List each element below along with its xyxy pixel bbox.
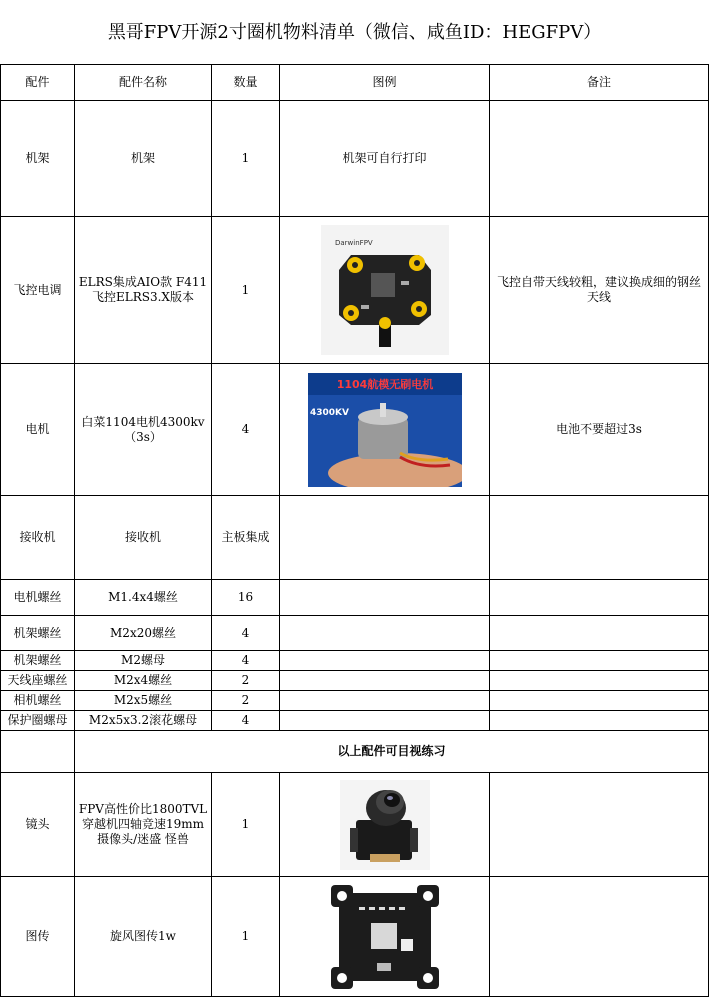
cell-name: ELRS集成AIO款 F411飞控ELRS3.X版本 <box>75 217 212 364</box>
practice-note: 以上配件可目视练习 <box>75 731 709 773</box>
table-row <box>1 691 709 711</box>
header-legend: 图例 <box>280 65 490 101</box>
cell-qty: 4 <box>212 616 280 651</box>
header-remark: 备注 <box>490 65 709 101</box>
header-name: 配件名称 <box>75 65 212 101</box>
cell-qty: 2 <box>212 671 280 691</box>
cell-legend <box>280 711 490 731</box>
table-row <box>1 217 709 364</box>
cell-legend <box>280 877 490 997</box>
cell-legend <box>280 651 490 671</box>
cell-part: 机架螺丝 <box>1 616 75 651</box>
cell-qty: 1 <box>212 877 280 997</box>
practice-note-row <box>1 731 709 773</box>
cell-legend <box>280 691 490 711</box>
camera-image <box>340 780 430 870</box>
motor-banner-label: 1104航模无刷电机 <box>336 377 433 391</box>
cell-legend <box>280 496 490 580</box>
cell-remark: 电池不要超过3s <box>490 364 709 496</box>
table-row <box>1 671 709 691</box>
cell-legend <box>280 773 490 877</box>
table-row <box>1 773 709 877</box>
cell-legend <box>280 364 490 496</box>
table-row <box>1 101 709 217</box>
table-row <box>1 877 709 997</box>
cell-qty: 4 <box>212 364 280 496</box>
cell-part: 飞控电调 <box>1 217 75 364</box>
cell-part: 图传 <box>1 877 75 997</box>
fc-brand-label: DarwinFPV <box>334 239 373 247</box>
cell-part: 电机 <box>1 364 75 496</box>
table-row <box>1 651 709 671</box>
header-row <box>1 65 709 101</box>
cell-name: M1.4x4螺丝 <box>75 580 212 616</box>
cell-qty: 1 <box>212 217 280 364</box>
cell-remark <box>490 671 709 691</box>
cell-qty: 16 <box>212 580 280 616</box>
cell-qty: 4 <box>212 711 280 731</box>
vtx-image <box>329 883 441 991</box>
cell-legend: 机架可自行打印 <box>280 101 490 217</box>
motor-image <box>308 373 462 487</box>
cell-name: M2x5x3.2滚花螺母 <box>75 711 212 731</box>
cell-legend <box>280 217 490 364</box>
cell-remark <box>490 496 709 580</box>
cell-remark <box>490 616 709 651</box>
cell-remark <box>490 101 709 217</box>
cell-part: 电机螺丝 <box>1 580 75 616</box>
cell-legend <box>280 671 490 691</box>
cell-name: M2x4螺丝 <box>75 671 212 691</box>
flight-controller-image <box>321 225 449 355</box>
cell-remark <box>490 651 709 671</box>
cell-part: 天线座螺丝 <box>1 671 75 691</box>
cell-name: FPV高性价比1800TVL穿越机四轴竞速19mm摄像头/迷盛 怪兽 <box>75 773 212 877</box>
header-qty: 数量 <box>212 65 280 101</box>
table-row <box>1 616 709 651</box>
cell-part: 机架 <box>1 101 75 217</box>
cell-empty <box>1 731 75 773</box>
cell-remark <box>490 711 709 731</box>
cell-name: 机架 <box>75 101 212 217</box>
cell-remark <box>490 877 709 997</box>
cell-name: 接收机 <box>75 496 212 580</box>
cell-name: 白菜1104电机4300kv（3s） <box>75 364 212 496</box>
cell-name: M2螺母 <box>75 651 212 671</box>
cell-name: M2x5螺丝 <box>75 691 212 711</box>
table-row <box>1 711 709 731</box>
header-part: 配件 <box>1 65 75 101</box>
cell-remark <box>490 691 709 711</box>
cell-qty: 1 <box>212 101 280 217</box>
motor-kv-label: 4300KV <box>309 407 349 418</box>
cell-qty: 4 <box>212 651 280 671</box>
table-row <box>1 496 709 580</box>
cell-legend <box>280 580 490 616</box>
cell-remark <box>490 580 709 616</box>
page-title: 黑哥FPV开源2寸圈机物料清单（微信、咸鱼ID：HEGFPV） <box>1 0 709 65</box>
cell-qty: 2 <box>212 691 280 711</box>
cell-qty: 主板集成 <box>212 496 280 580</box>
cell-remark <box>490 773 709 877</box>
table-row <box>1 364 709 496</box>
cell-name: M2x20螺丝 <box>75 616 212 651</box>
cell-part: 保护圈螺母 <box>1 711 75 731</box>
cell-part: 机架螺丝 <box>1 651 75 671</box>
cell-name: 旋风图传1w <box>75 877 212 997</box>
cell-legend <box>280 616 490 651</box>
cell-remark: 飞控自带天线较粗，建议换成细的钢丝天线 <box>490 217 709 364</box>
cell-part: 镜头 <box>1 773 75 877</box>
table-row <box>1 580 709 616</box>
cell-part: 接收机 <box>1 496 75 580</box>
cell-part: 相机螺丝 <box>1 691 75 711</box>
cell-qty: 1 <box>212 773 280 877</box>
